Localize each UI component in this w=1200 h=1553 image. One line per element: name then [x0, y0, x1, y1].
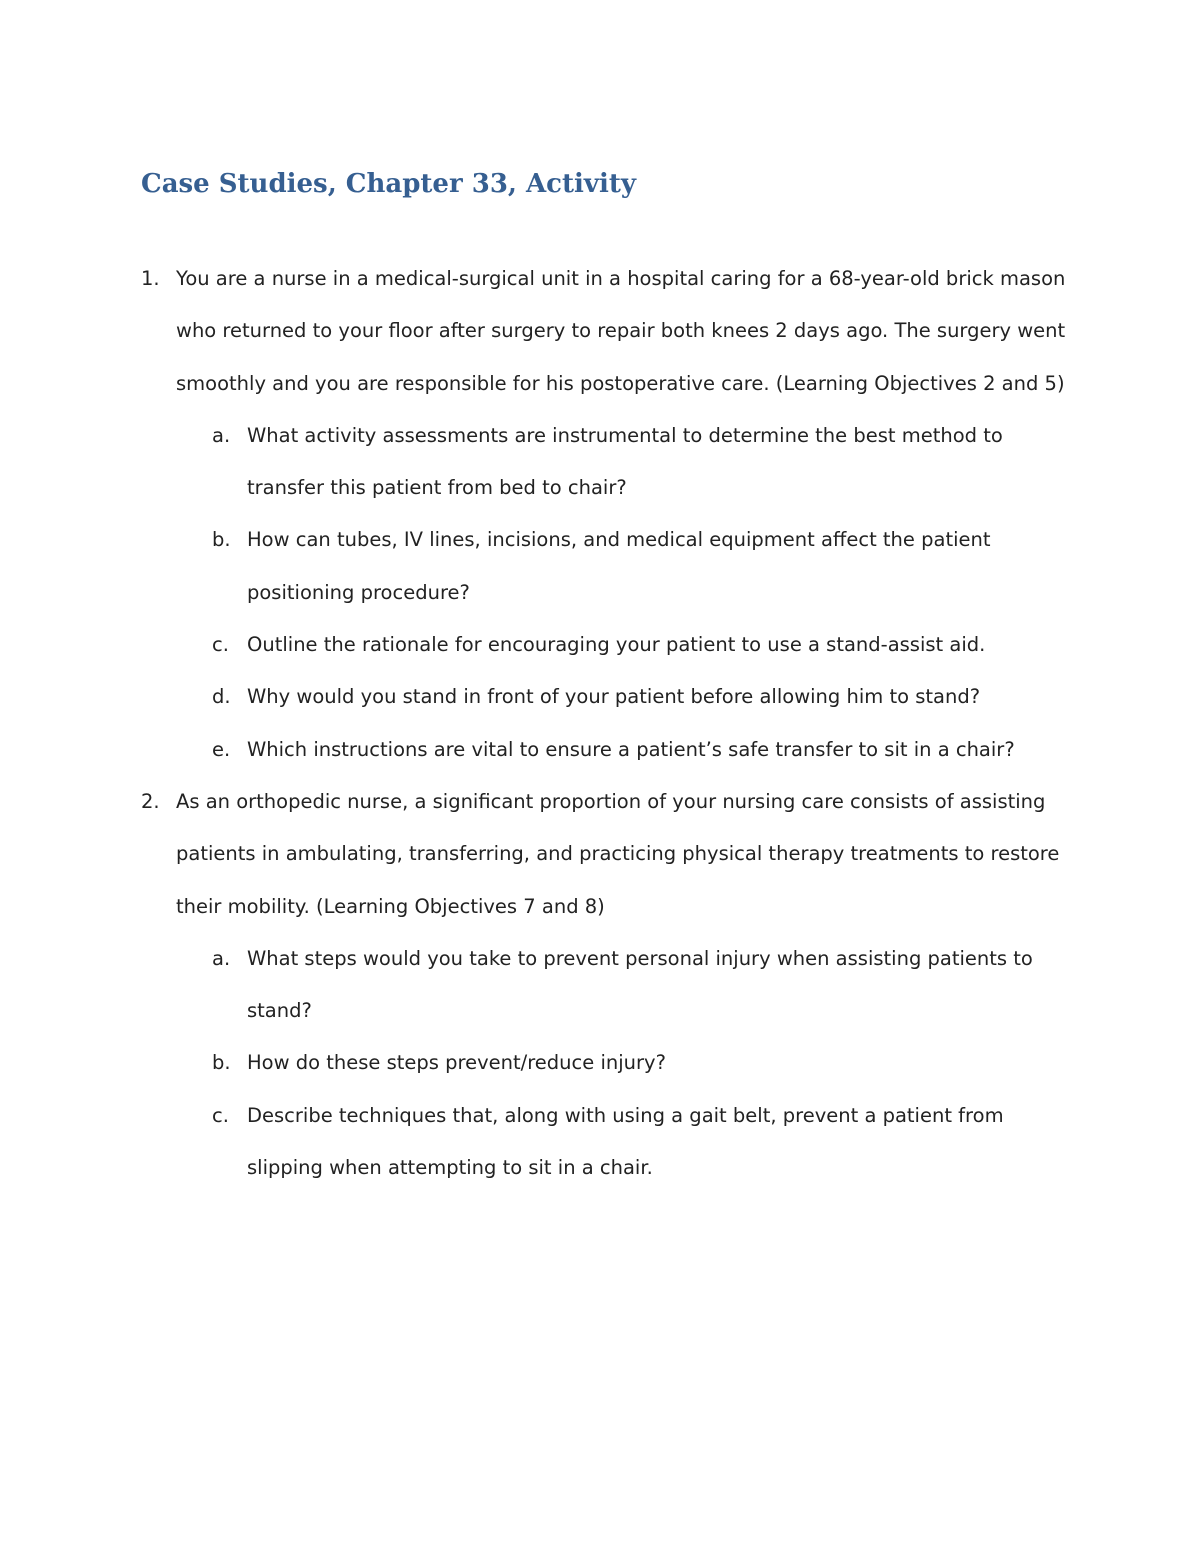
subquestion-item [0, 724, 1200, 776]
subquestion-letter: a. [212, 946, 231, 970]
question-item [0, 776, 1200, 1194]
subquestion-item [0, 410, 1200, 515]
subquestion-item [0, 514, 1200, 619]
question-number: 2. [141, 789, 160, 813]
subquestion-letter: c. [212, 1103, 229, 1127]
subquestion-text: How do these steps prevent/reduce injury? [247, 1051, 666, 1075]
subquestion-list [0, 410, 1200, 776]
subquestion-text: Outline the rationale for encouraging your patient to use a stand-assist aid. [247, 633, 986, 657]
subquestion-letter: b. [212, 528, 231, 552]
subquestion-item [0, 671, 1200, 723]
subquestion-letter: a. [212, 423, 231, 447]
subquestion-letter: d. [212, 685, 231, 709]
subquestion-text: Describe techniques that, along with using a gait belt, prevent a patient from slipping when attempting to sit in a chair. [247, 1103, 1004, 1180]
subquestion-item [0, 619, 1200, 671]
subquestion-text: What activity assessments are instrumental to determine the best method to transfer this patient from bed to chair? [247, 423, 1003, 500]
document-title: Case Studies, Chapter 33, Activity [141, 169, 637, 199]
subquestion-item [0, 1090, 1200, 1195]
question-text: You are a nurse in a medical-surgical unit in a hospital caring for a 68-year-old brick mason who returned to your floor after surgery to repair both knees 2 days ago. The surgery went smoothly and you are responsible for his postoperative care. (Learning Objectives 2 and 5) [176, 267, 1066, 395]
subquestion-letter: b. [212, 1051, 231, 1075]
question-number: 1. [141, 267, 160, 290]
subquestion-text: Which instructions are vital to ensure a patient’s safe transfer to sit in a chair? [247, 737, 1015, 761]
subquestion-letter: e. [212, 737, 231, 761]
question-item [0, 253, 1200, 776]
subquestion-letter: c. [212, 633, 229, 657]
subquestion-text: What steps would you take to prevent personal injury when assisting patients to stand? [247, 946, 1033, 1023]
subquestion-list [0, 933, 1200, 1194]
question-text: As an orthopedic nurse, a significant proportion of your nursing care consists of assisting patients in ambulating, transferring, and practicing physical therapy treatments to restore their mobility. (Learning Objectives 7 and 8) [176, 789, 1060, 918]
question-list [0, 253, 1200, 1194]
subquestion-text: Why would you stand in front of your patient before allowing him to stand? [247, 685, 981, 709]
subquestion-item [0, 933, 1200, 1038]
subquestion-text: How can tubes, IV lines, incisions, and medical equipment affect the patient positioning procedure? [247, 528, 991, 604]
subquestion-item [0, 1037, 1200, 1089]
